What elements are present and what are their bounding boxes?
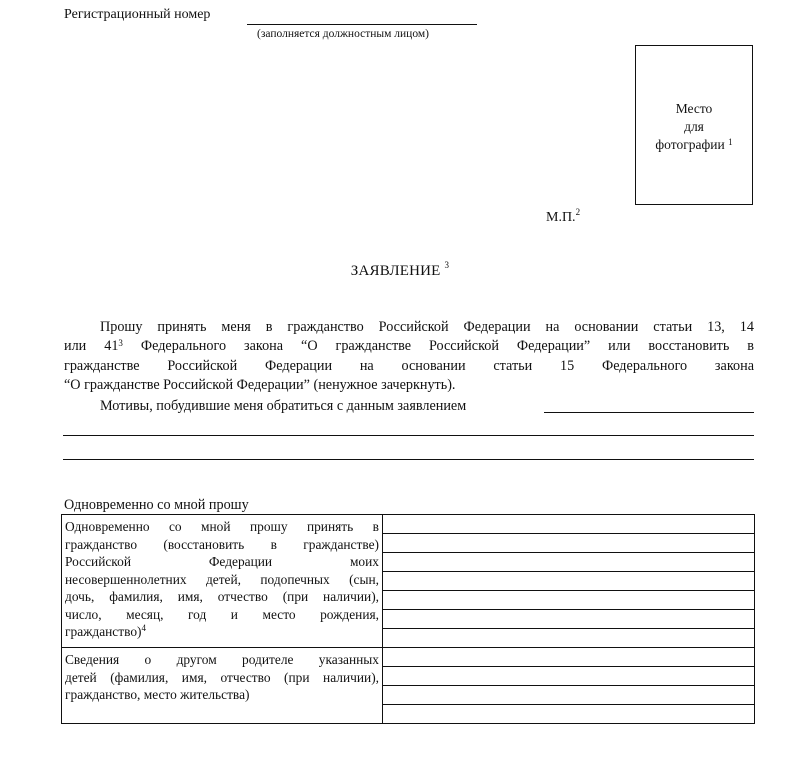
registration-number-label: Регистрационный номер bbox=[64, 7, 211, 22]
paragraph-line-1 bbox=[100, 318, 754, 337]
children-line-last bbox=[65, 623, 379, 641]
stamp-place bbox=[546, 207, 581, 226]
paragraph-line-1-text: Прошу принять меня в гражданство Российской Федерации на основании статьи 13, 14 bbox=[100, 319, 754, 335]
request-table bbox=[61, 514, 755, 724]
registration-number-field[interactable] bbox=[247, 24, 477, 25]
children-field[interactable] bbox=[383, 610, 755, 629]
photo-caption-line3-text: фотографии bbox=[655, 137, 725, 152]
children-field[interactable] bbox=[383, 553, 755, 572]
children-field[interactable] bbox=[383, 572, 755, 591]
children-line: Российской Федерации моих bbox=[65, 554, 379, 569]
stamp-label: М.П. bbox=[546, 210, 576, 225]
children-field[interactable] bbox=[383, 515, 755, 534]
children-line: число, месяц, год и место рождения, bbox=[65, 606, 379, 622]
photo-caption-line1: Место bbox=[675, 101, 713, 116]
children-line: несовершеннолетних детей, подопечных (сын, bbox=[65, 571, 379, 587]
motives-line-3[interactable] bbox=[63, 459, 754, 460]
stamp-footnote: 2 bbox=[575, 207, 581, 217]
page-title-text: ЗАЯВЛЕНИЕ bbox=[350, 263, 441, 279]
photo-caption-line3 bbox=[635, 136, 753, 154]
motives-line-2[interactable] bbox=[63, 435, 754, 436]
other-parent-field[interactable] bbox=[383, 648, 755, 667]
other-parent-field[interactable] bbox=[383, 705, 755, 724]
children-description-cell bbox=[62, 515, 383, 648]
paragraph-line-4: “О гражданстве Российской Федерации” (ненужное зачеркнуть). bbox=[64, 377, 456, 393]
request-section-title: Одновременно со мной прошу bbox=[64, 497, 249, 513]
other-parent-field[interactable] bbox=[383, 667, 755, 686]
paragraph-line-3 bbox=[64, 357, 754, 376]
motives-label: Мотивы, побудившие меня обратиться с данным заявлением bbox=[100, 398, 467, 414]
other-parent-line: гражданство, место жительства) bbox=[65, 687, 250, 702]
other-parent-line: Сведения о другом родителе указанных bbox=[65, 652, 379, 667]
paragraph-line-2-a: или 41 bbox=[64, 338, 119, 354]
other-parent-line: детей (фамилия, имя, отчество (при наличии), bbox=[65, 669, 379, 685]
page-title-footnote: 3 bbox=[444, 260, 450, 270]
paragraph-line-2-b: Федерального закона “О гражданстве Российской Федерации” или восстановить в bbox=[140, 338, 755, 354]
children-line: гражданство (восстановить в гражданстве) bbox=[65, 536, 379, 552]
photo-caption bbox=[635, 100, 753, 154]
table-row bbox=[62, 648, 755, 667]
paragraph-line-2 bbox=[64, 337, 754, 356]
other-parent-description-cell bbox=[62, 648, 383, 724]
children-footnote: 4 bbox=[141, 623, 146, 633]
children-line: Одновременно со мной прошу принять в bbox=[65, 519, 379, 534]
motives-line-1[interactable] bbox=[544, 412, 754, 413]
children-field[interactable] bbox=[383, 534, 755, 553]
table-row bbox=[62, 515, 755, 534]
page-title bbox=[0, 260, 800, 280]
children-line: дочь, фамилия, имя, отчество (при наличии), bbox=[65, 589, 379, 604]
paragraph-line-3-text: гражданстве Российской Федерации на основании статьи 15 Федерального закона bbox=[64, 358, 754, 374]
photo-caption-line2: для bbox=[684, 119, 704, 134]
paragraph-line-2-footnote: 3 bbox=[118, 338, 123, 348]
children-line-text: гражданство) bbox=[65, 624, 142, 639]
photo-footnote: 1 bbox=[728, 137, 733, 147]
other-parent-field[interactable] bbox=[383, 686, 755, 705]
children-field[interactable] bbox=[383, 591, 755, 610]
registration-number-hint: (заполняется должностным лицом) bbox=[257, 28, 429, 40]
children-field[interactable] bbox=[383, 629, 755, 648]
